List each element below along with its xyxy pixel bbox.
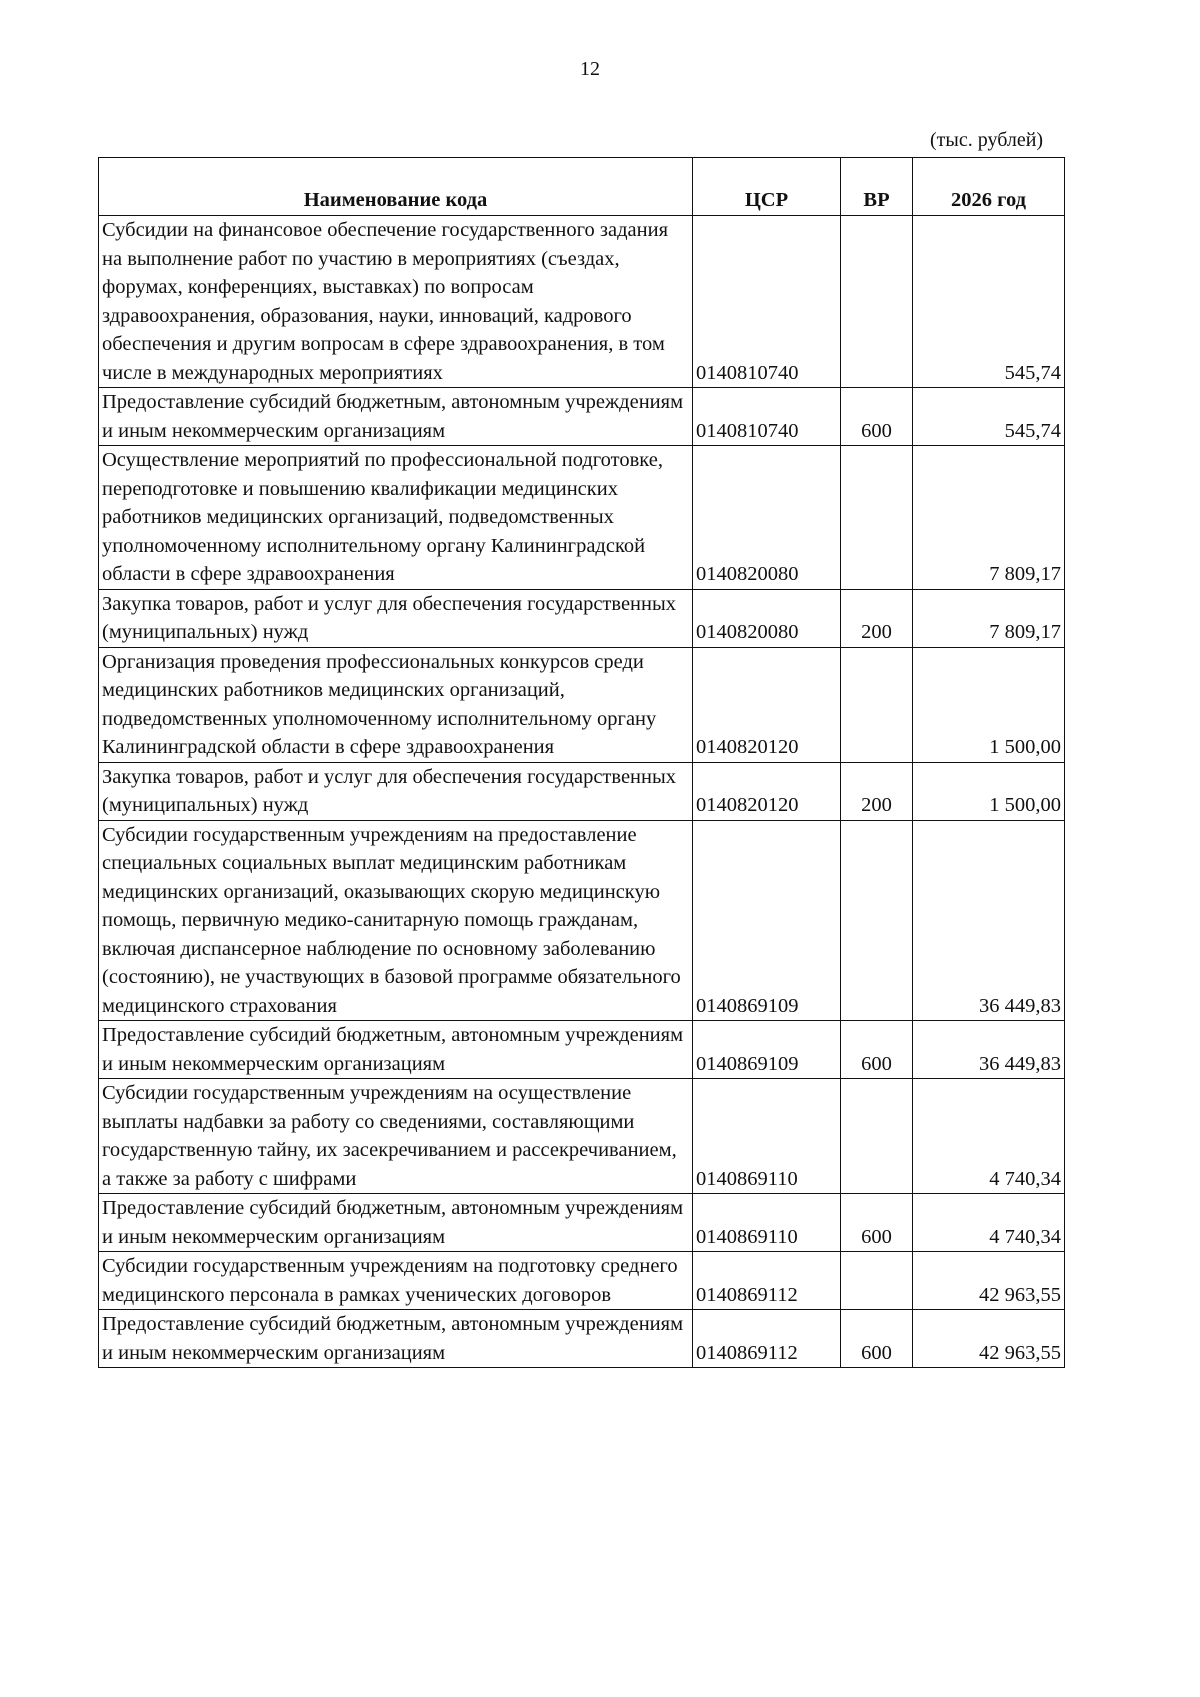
table-row (99, 1021, 1065, 1079)
budget-table (98, 157, 1065, 1368)
table-row (99, 1194, 1065, 1252)
row-csr: 0140820080 (693, 589, 841, 647)
row-name: Предоставление субсидий бюджетным, автономным учреждениям и иным некоммерческим организациям (99, 1021, 693, 1079)
row-name: Закупка товаров, работ и услуг для обеспечения государственных (муниципальных) нужд (99, 589, 693, 647)
row-amount: 1 500,00 (913, 762, 1065, 820)
row-csr: 0140869110 (693, 1079, 841, 1194)
row-vr (841, 647, 913, 762)
row-csr: 0140810740 (693, 216, 841, 388)
row-amount: 7 809,17 (913, 446, 1065, 590)
row-vr (841, 1079, 913, 1194)
header-name: Наименование кода (99, 158, 693, 216)
table-row (99, 446, 1065, 590)
row-csr: 0140820080 (693, 446, 841, 590)
row-csr: 0140820120 (693, 762, 841, 820)
table-row (99, 388, 1065, 446)
header-vr: ВР (841, 158, 913, 216)
row-vr: 600 (841, 1194, 913, 1252)
row-csr: 0140869109 (693, 1021, 841, 1079)
row-amount: 36 449,83 (913, 820, 1065, 1021)
row-vr (841, 446, 913, 590)
row-amount: 545,74 (913, 216, 1065, 388)
row-amount: 42 963,55 (913, 1252, 1065, 1310)
row-name: Организация проведения профессиональных конкурсов среди медицинских работников медицинских организаций, подведомственных уполномоченному исполнительному органу Калининградской области в сфере здравоохранения (99, 647, 693, 762)
table-header-row (99, 158, 1065, 216)
row-amount: 42 963,55 (913, 1310, 1065, 1368)
row-csr: 0140820120 (693, 647, 841, 762)
row-csr: 0140869112 (693, 1310, 841, 1368)
row-name: Субсидии государственным учреждениям на предоставление специальных социальных выплат медицинским работникам медицинских организаций, оказывающих скорую медицинскую помощь, первичную медико-санитарную помощь гражданам, включая диспансерное наблюдение по основному заболеванию (состоянию), не участвующих в базовой программе обязательного медицинского страхования (99, 820, 693, 1021)
row-vr: 600 (841, 1310, 913, 1368)
row-amount: 36 449,83 (913, 1021, 1065, 1079)
row-vr (841, 216, 913, 388)
table-row (99, 1310, 1065, 1368)
row-name: Предоставление субсидий бюджетным, автономным учреждениям и иным некоммерческим организациям (99, 1310, 693, 1368)
row-name: Предоставление субсидий бюджетным, автономным учреждениям и иным некоммерческим организациям (99, 388, 693, 446)
row-name: Закупка товаров, работ и услуг для обеспечения государственных (муниципальных) нужд (99, 762, 693, 820)
row-amount: 4 740,34 (913, 1194, 1065, 1252)
row-amount: 7 809,17 (913, 589, 1065, 647)
units-label: (тыс. рублей) (930, 129, 1044, 151)
page-number: 12 (580, 58, 600, 80)
row-vr: 600 (841, 1021, 913, 1079)
header-year: 2026 год (913, 158, 1065, 216)
table-row (99, 1252, 1065, 1310)
row-amount: 4 740,34 (913, 1079, 1065, 1194)
table-row (99, 762, 1065, 820)
table-row (99, 647, 1065, 762)
row-name: Предоставление субсидий бюджетным, автономным учреждениям и иным некоммерческим организациям (99, 1194, 693, 1252)
row-name: Осуществление мероприятий по профессиональной подготовке, переподготовке и повышению квалификации медицинских работников медицинских организаций, подведомственных уполномоченному исполнительному органу Калининградской области в сфере здравоохранения (99, 446, 693, 590)
table-row (99, 216, 1065, 388)
row-vr (841, 1252, 913, 1310)
header-csr: ЦСР (693, 158, 841, 216)
row-name: Субсидии на финансовое обеспечение государственного задания на выполнение работ по участию в мероприятиях (съездах, форумах, конференциях, выставках) по вопросам здравоохранения, образования, науки, инноваций, кадрового обеспечения и другим вопросам в сфере здравоохранения, в том числе в международных мероприятиях (99, 216, 693, 388)
table-row (99, 820, 1065, 1021)
row-csr: 0140869112 (693, 1252, 841, 1310)
table-row (99, 1079, 1065, 1194)
row-name: Субсидии государственным учреждениям на подготовку среднего медицинского персонала в рамках ученических договоров (99, 1252, 693, 1310)
row-csr: 0140869109 (693, 820, 841, 1021)
row-vr (841, 820, 913, 1021)
table-row (99, 589, 1065, 647)
row-amount: 1 500,00 (913, 647, 1065, 762)
row-vr: 600 (841, 388, 913, 446)
row-csr: 0140869110 (693, 1194, 841, 1252)
row-vr: 200 (841, 589, 913, 647)
row-csr: 0140810740 (693, 388, 841, 446)
row-vr: 200 (841, 762, 913, 820)
row-name: Субсидии государственным учреждениям на осуществление выплаты надбавки за работу со сведениями, составляющими государственную тайну, их засекречиванием и рассекречиванием, а также за работу с шифрами (99, 1079, 693, 1194)
row-amount: 545,74 (913, 388, 1065, 446)
